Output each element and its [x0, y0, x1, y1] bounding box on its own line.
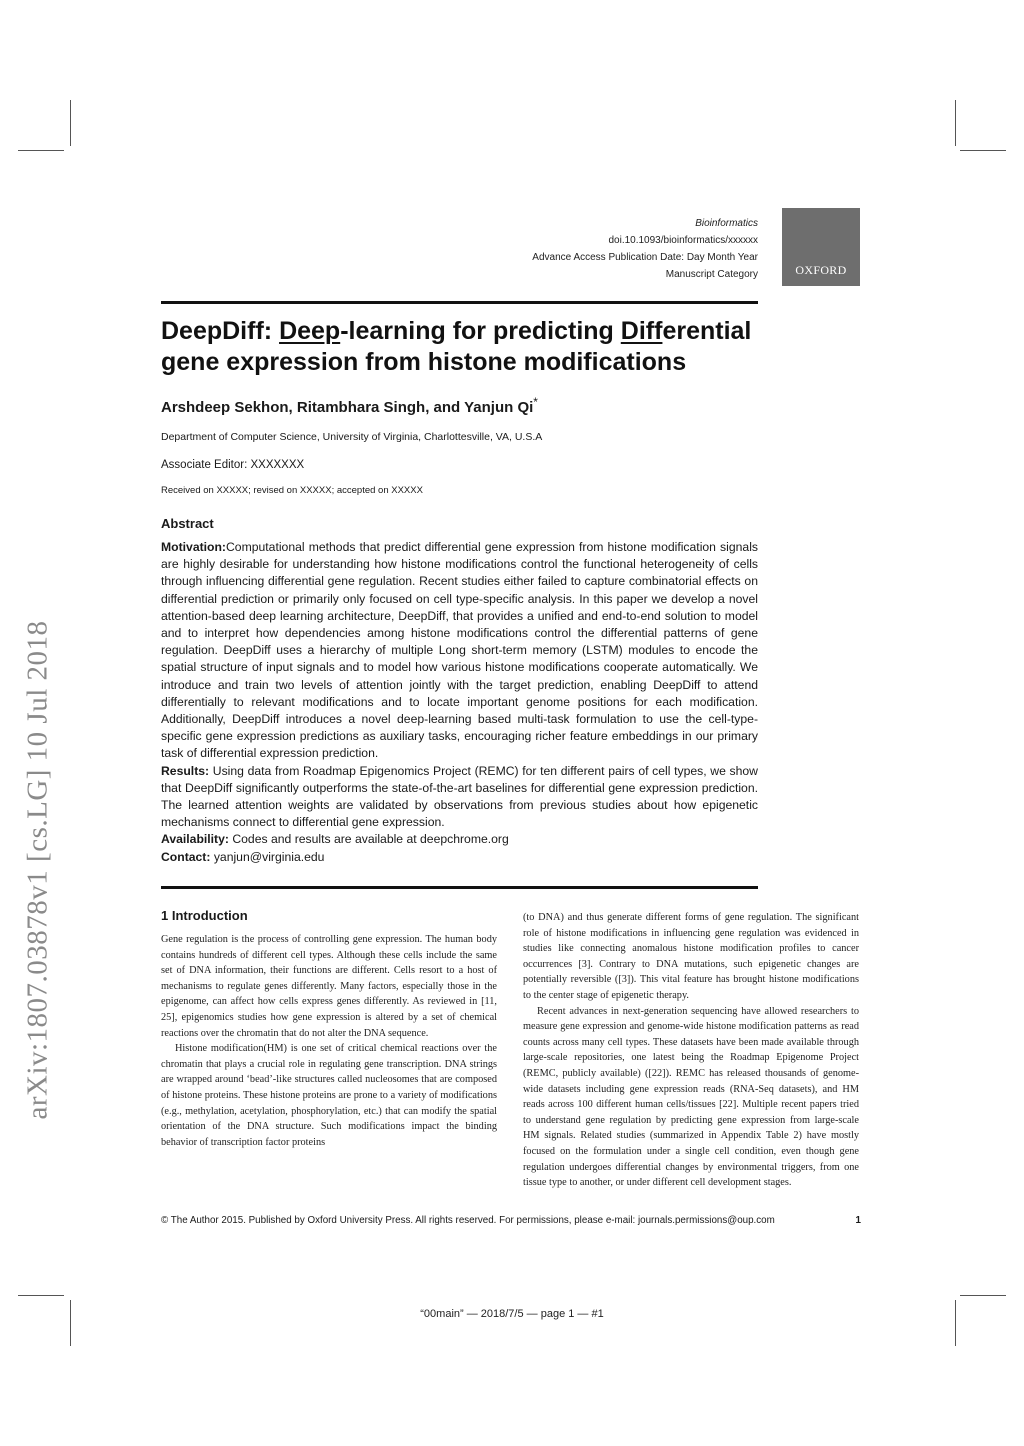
- column-left: [161, 932, 497, 1150]
- abstract-rule: [161, 886, 758, 889]
- abstract-availability: [161, 831, 758, 848]
- column-right: [523, 910, 859, 1191]
- title-underlined: Diff: [620, 317, 663, 345]
- intro-paragraph: Gene regulation is the process of controlling gene expression. The human body contains hundreds of different cell types. Although these cells include the same set of DNA information, their functions are different. Cells resort to a host of mechanisms to regulate genes differently. Many factors, especially those in the epigenome, can affect how cells express genes differently. As reviewed in [11, 25], epigenomics studies how gene expression is altered by a set of chemical reactions over the chromatin that do not alter the DNA sequence.: [161, 934, 497, 1039]
- page-number: 1: [855, 1215, 861, 1226]
- title-underlined: Deep: [279, 317, 341, 345]
- intro-paragraph: Histone modification(HM) is one set of critical chemical reactions over the chromatin that plays a crucial role in regulating gene transcription. DNA strings are wrapped around ‘bead’-like structures called nucleosomes that are composed of histone proteins. These histone proteins are prone to a variety of modifications (e.g., methylation, acetylation, phosphorylation, etc.) that can modify the spatial orientation of the DNA structure. Such modifications impact the binding behavior of transcription factor proteins: [161, 1043, 497, 1148]
- crop-mark: [70, 1300, 71, 1346]
- header-rule: [161, 301, 758, 304]
- motivation-label: Motivation:: [161, 540, 226, 554]
- received-dates: Received on XXXXX; revised on XXXXX; accepted on XXXXX: [161, 485, 423, 496]
- crop-mark: [960, 150, 1006, 151]
- paper-title: [161, 316, 801, 378]
- arxiv-stamp: arXiv:1807.03878v1 [cs.LG] 10 Jul 2018: [21, 620, 54, 1120]
- abstract-heading: Abstract: [161, 516, 214, 531]
- intro-paragraph: Recent advances in next-generation sequencing have allowed researchers to measure gene expression and genome-wide histone modification patterns as read counts across many cell types. These datasets have been made available through large-scale repositories, one latest being the Roadmap Epigenome Project (REMC, publicly available) ([22]). REMC has released thousands of genome-wide datasets including gene expression reads (RNA-Seq datasets), and HM reads across 100 different human cells/tissues [22]. Multiple recent papers tried to understand gene regulation by predicting gene expression from large-scale HM signals. Related studies (summarized in Appendix Table 2) have mostly focused on the formulation under a single cell condition, even though gene regulation undergoes differential changes by environmental triggers, from one tissue type to another, or under different cell development stages.: [523, 1005, 859, 1189]
- oxford-logo-text: OXFORD: [795, 263, 847, 277]
- contact-text: yanjun@virginia.edu: [210, 849, 325, 864]
- contact-label: Contact:: [161, 849, 211, 864]
- availability-text: Codes and results are available at deepchrome.org: [228, 832, 509, 847]
- authors: [161, 395, 538, 416]
- crop-mark: [960, 1295, 1006, 1296]
- copyright-notice: © The Author 2015. Published by Oxford University Press. All rights reserved. For permissions, please e-mail: journals.permissions@oup.com: [161, 1215, 775, 1226]
- affiliation: Department of Computer Science, University of Virginia, Charlottesville, VA, U.S.A: [161, 431, 543, 443]
- availability-label: Availability:: [161, 832, 229, 847]
- crop-mark: [955, 100, 956, 146]
- associate-editor: Associate Editor: XXXXXXX: [161, 459, 305, 471]
- build-stamp: “00main” — 2018/7/5 — page 1 — #1: [420, 1308, 604, 1320]
- title-line-2: gene expression from histone modifications: [161, 348, 687, 376]
- title-part: DeepDiff:: [161, 317, 280, 345]
- title-part: -learning for predicting: [340, 317, 621, 345]
- abstract-body: [161, 539, 758, 866]
- abstract-motivation: [161, 539, 758, 763]
- results-label: Results:: [161, 763, 210, 778]
- introduction-heading: 1 Introduction: [161, 908, 248, 923]
- crop-mark: [955, 1300, 956, 1346]
- crop-mark: [70, 100, 71, 146]
- author-names: Arshdeep Sekhon, Ritambhara Singh, and Yanjun Qi: [161, 399, 534, 416]
- manuscript-category: Manuscript Category: [665, 269, 758, 280]
- doi: doi.10.1093/bioinformatics/xxxxxx: [608, 235, 758, 246]
- crop-mark: [18, 1295, 64, 1296]
- abstract-contact: [161, 849, 758, 866]
- journal-name: Bioinformatics: [695, 218, 758, 229]
- results-text: Using data from Roadmap Epigenomics Project (REMC) for ten different pairs of cell types, we show that DeepDiff significantly outperforms the state-of-the-art baselines for differential gene expression prediction. The learned attention weights are validated by observations from previous studies about how epigenetic mechanisms connect to differential gene expression.: [161, 763, 758, 830]
- page-footer: [161, 1215, 861, 1226]
- corresponding-mark: *: [533, 395, 538, 409]
- intro-paragraph: (to DNA) and thus generate different forms of gene regulation. The significant role of histone modifications in influencing gene regulation was evidenced in studies like connecting anomalous histone modification profiles to cancer occurrences [3]. Contrary to DNA mutations, such epigenetic changes are potentially reversible ([3]). This vital feature has brought histone modifications to the center stage of epigenetic therapy.: [523, 912, 859, 1001]
- title-part: erential: [662, 317, 752, 345]
- publication-date: Advance Access Publication Date: Day Month Year: [532, 252, 758, 263]
- motivation-text: Computational methods that predict differential gene expression from histone modification signals are highly desirable for understanding how histone modifications control the functional heterogeneity of cells through influencing differential gene regulation. Recent studies either failed to capture combinatorial effects on differential prediction or primarily only focused on cell type-specific analysis. In this paper we develop a novel attention-based deep learning architecture, DeepDiff, that provides a unified and end-to-end solution to model and to interpret how dependencies among histone modifications control the differential patterns of gene regulation. DeepDiff uses a hierarchy of multiple Long short-term memory (LSTM) modules to encode the spatial structure of input signals and to model how various histone modifications cooperate automatically. We introduce and train two levels of attention jointly with the target prediction, enabling DeepDiff to attend differentially to relevant modifications and to locate important genome positions for each modification. Additionally, DeepDiff introduces a novel deep-learning based multi-task formulation to use the cell-type-specific gene expression predictions as auxiliary tasks, encouraging richer feature embeddings in our primary task of differential expression prediction.: [161, 540, 758, 761]
- oxford-logo: [782, 208, 860, 286]
- crop-mark: [18, 150, 64, 151]
- abstract-results: [161, 763, 758, 832]
